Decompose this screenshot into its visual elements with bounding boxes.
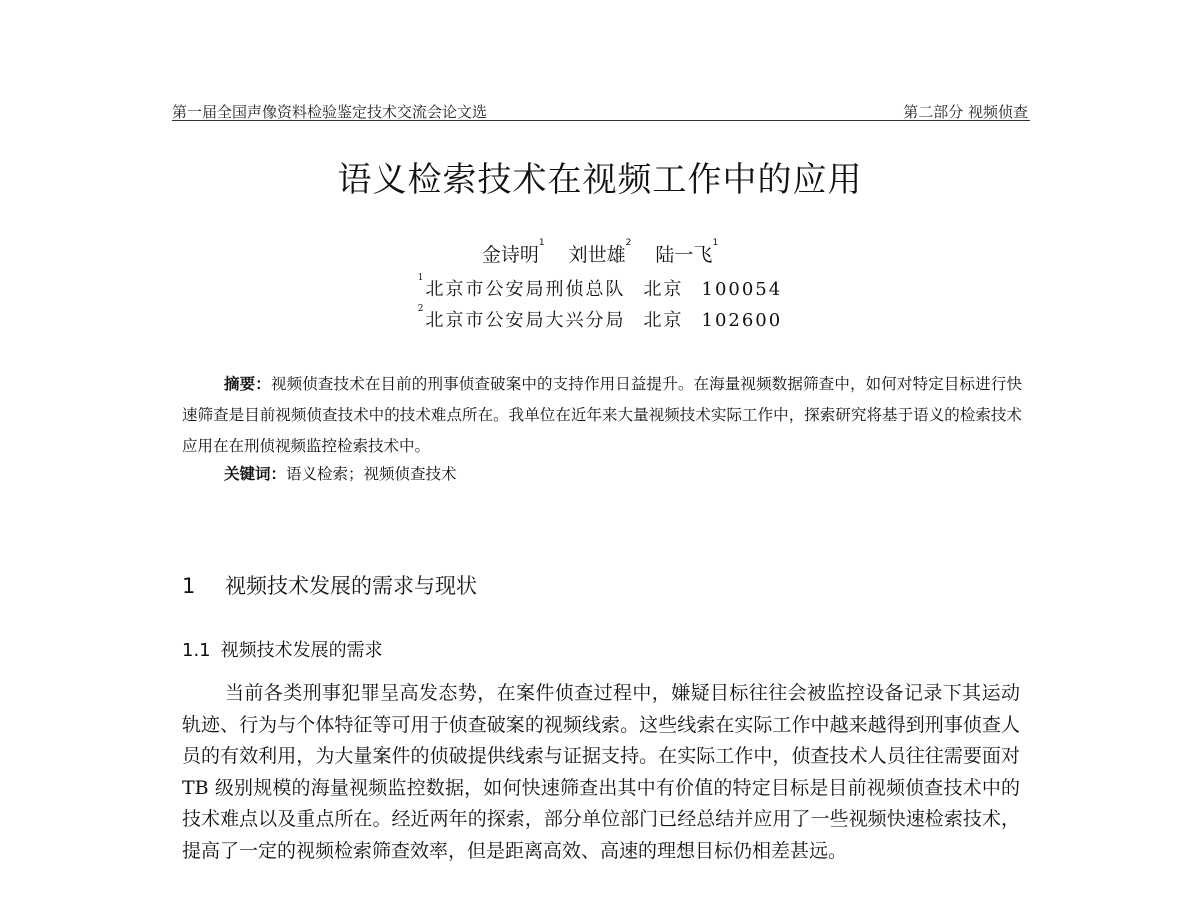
author-list <box>0 240 1200 267</box>
paper-title: 语义检索技术在视频工作中的应用 <box>337 160 863 200</box>
affiliation: $^2$北京市公安局大兴分局 北京 102600 <box>417 304 783 331</box>
author: 陆一飞$^1$ <box>655 238 719 266</box>
running-header-right: 第二部分 视频侦查 <box>903 103 1028 121</box>
abstract-text: 视频侦查技术在目前的刑事侦查破案中的支持作用日益提升。在海量视频数据筛查中，如何对特定目标进行快速筛查是目前视频侦查技术中的技术难点所在。我单位在近年来大量视频技术实际工作中，探索研究将基于语义的检索技术应用在在刑侦视频监控检索技术中。 <box>182 375 1022 455</box>
author: 金诗明$^1$ <box>481 238 545 266</box>
header-divider <box>172 120 1030 121</box>
section-heading: 1 视频技术发展的需求与现状 <box>182 574 477 598</box>
running-header-left: 第一届全国声像资料检验鉴定技术交流会论文选 <box>172 103 488 121</box>
affiliation: $^1$北京市公安局刑侦总队 北京 100054 <box>417 273 783 300</box>
abstract-label: 摘要： <box>224 374 271 393</box>
keywords-text: 语义检索；视频侦查技术 <box>286 465 457 483</box>
author: 刘世雄$^2$ <box>568 238 632 266</box>
abstract <box>182 368 1022 462</box>
subsection-heading: 1.1 视频技术发展的需求 <box>182 640 383 661</box>
keywords <box>224 462 457 484</box>
keywords-label: 关键词： <box>224 464 287 483</box>
body-paragraph: 当前各类刑事犯罪呈高发态势，在案件侦查过程中，嫌疑目标往往会被监控设备记录下其运动轨迹、行为与个体特征等可用于侦查破案的视频线索。这些线索在实际工作中越来越得到刑事侦查人员的有效利用，为大量案件的侦破提供线索与证据支持。在实际工作中，侦查技术人员往往需要面对 TB 级别规模的海量视频监控数据，如何快速筛查出其中有价值的特定目标是目前视频侦查技术中的技术难点以及重点所在。经近两年的探索，部分单位部门已经总结并应用了一些视频快速检索技术，提高了一定的视频检索筛查效率，但是距离高效、高速的理想目标仍相差甚远。 <box>182 682 1020 862</box>
